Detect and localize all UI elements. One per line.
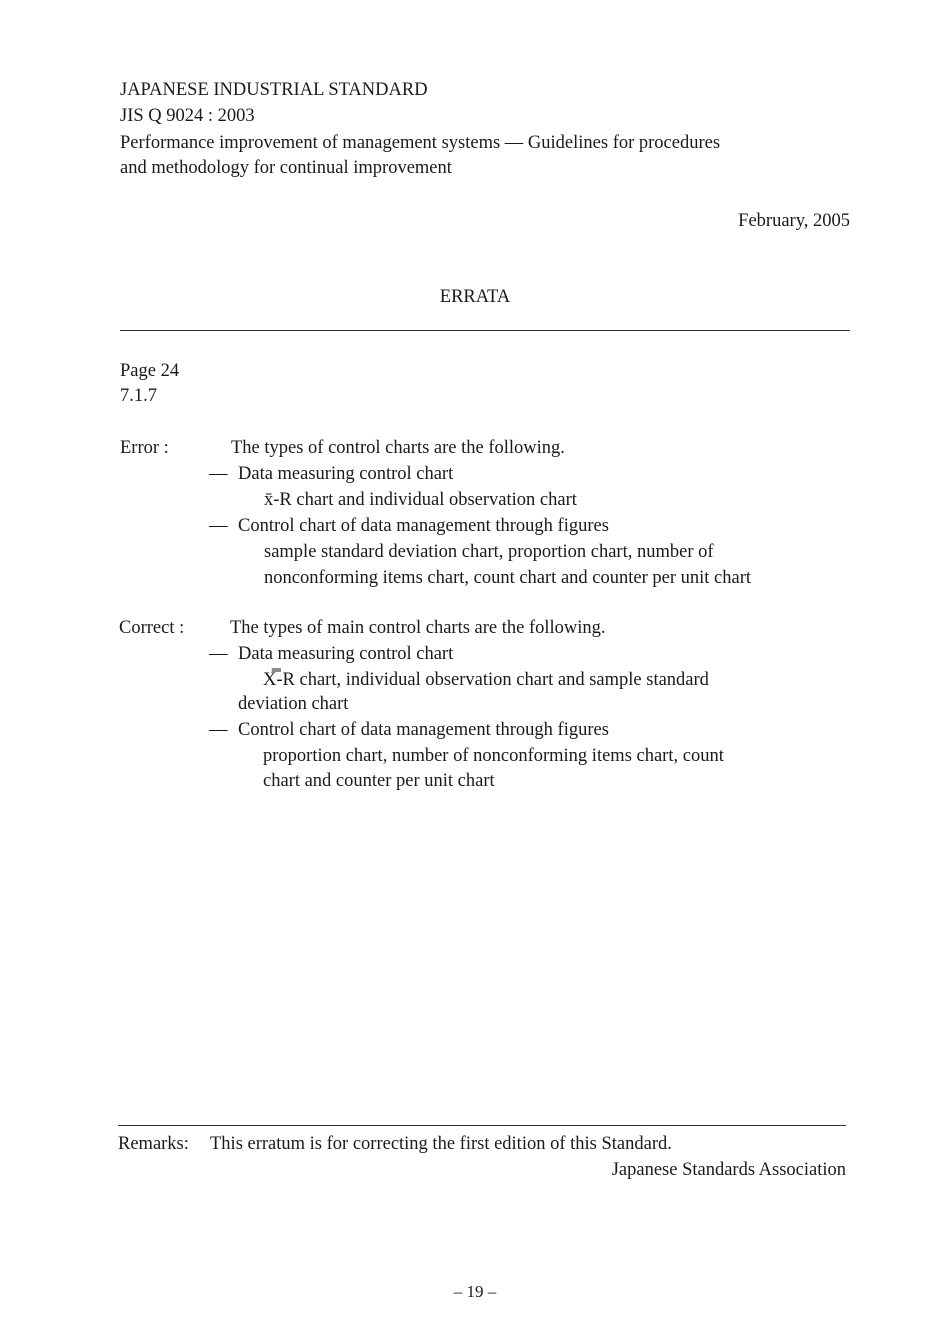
correct-item1-title: Data measuring control chart xyxy=(238,644,454,664)
correct-item1-detail-line-2: deviation chart xyxy=(238,694,349,714)
error-intro: The types of control charts are the following. xyxy=(231,438,565,458)
page-number: – 19 – xyxy=(453,1282,497,1301)
standard-number: JIS Q 9024 : 2003 xyxy=(120,106,255,126)
error-item2-dash: — xyxy=(209,516,228,536)
page-reference: Page 24 xyxy=(120,361,180,381)
correct-intro: The types of main control charts are the following. xyxy=(230,618,606,638)
standard-title-line-1: Performance improvement of management systems — Guidelines for procedures xyxy=(120,133,721,153)
correct-item2-title: Control chart of data management through figures xyxy=(238,720,609,740)
error-label: Error : xyxy=(120,438,169,458)
correct-item2-detail-line-1: proportion chart, number of nonconforming items chart, count xyxy=(263,746,724,766)
correct-item1-dash: — xyxy=(209,644,228,664)
top-divider xyxy=(120,330,850,331)
clause-reference: 7.1.7 xyxy=(120,386,157,406)
error-item2-detail-line-1: sample standard deviation chart, proportion chart, number of xyxy=(264,542,714,562)
error-item1-title: Data measuring control chart xyxy=(238,464,454,484)
error-item1-dash: — xyxy=(209,464,228,484)
correct-item1-detail-line-1: X̿-R chart, individual observation chart and sample standard xyxy=(263,670,709,690)
correct-label: Correct : xyxy=(119,618,185,638)
correct-item2-dash: — xyxy=(209,720,228,740)
standard-type: JAPANESE INDUSTRIAL STANDARD xyxy=(120,80,428,100)
issue-date: February, 2005 xyxy=(738,211,850,231)
bottom-divider xyxy=(118,1125,846,1126)
errata-heading: ERRATA xyxy=(439,287,511,307)
error-item1-detail: x̄-R chart and individual observation chart xyxy=(264,490,577,510)
remarks-label: Remarks: xyxy=(118,1134,189,1154)
remarks-text: This erratum is for correcting the first edition of this Standard. xyxy=(210,1134,672,1154)
correct-item2-detail-line-2: chart and counter per unit chart xyxy=(263,771,495,791)
error-item2-title: Control chart of data management through figures xyxy=(238,516,609,536)
standard-title-line-2: and methodology for continual improvement xyxy=(120,158,452,178)
issuer: Japanese Standards Association xyxy=(611,1160,846,1180)
error-item2-detail-line-2: nonconforming items chart, count chart and counter per unit chart xyxy=(264,568,751,588)
